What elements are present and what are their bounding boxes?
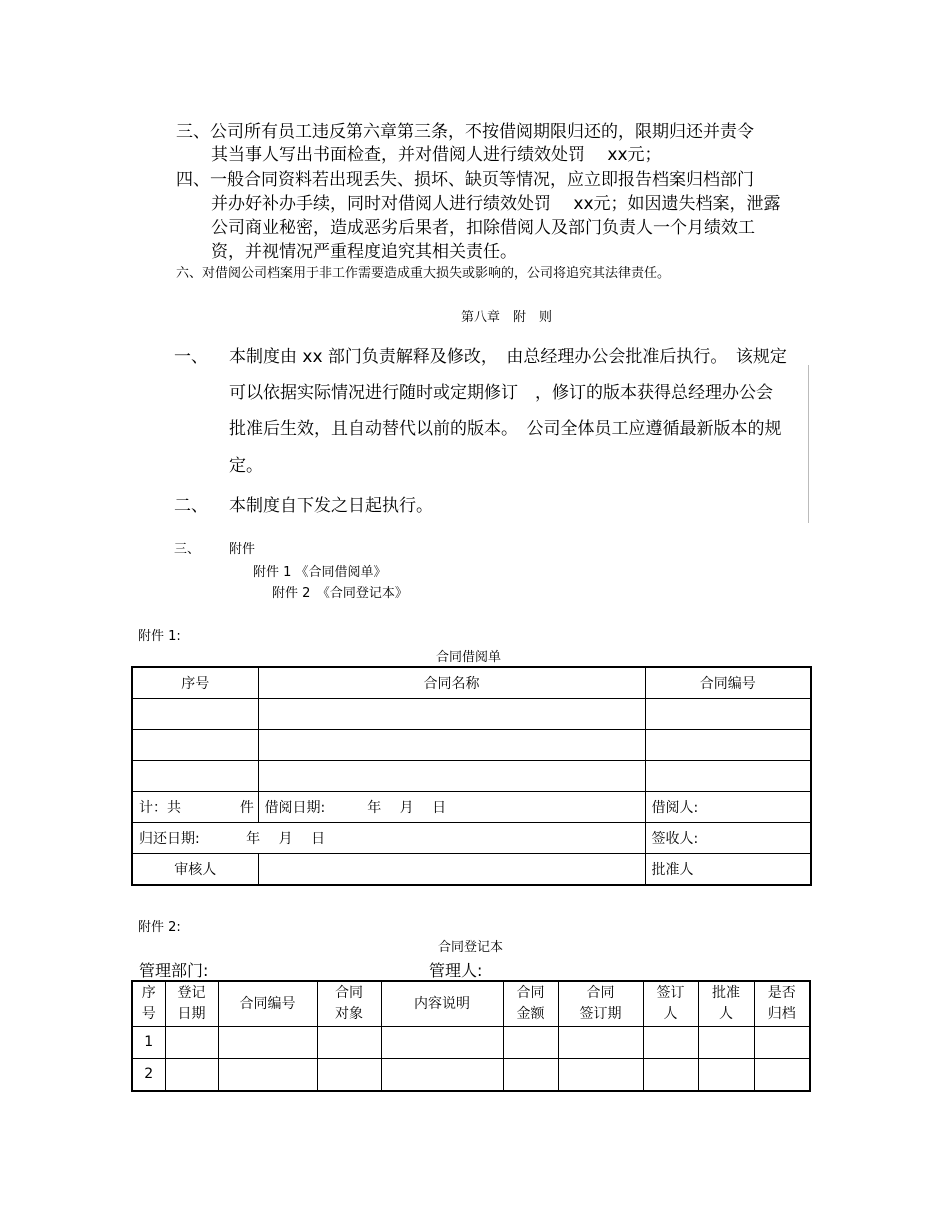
chapter8-item-2-text: 本制度自下发之日起执行。 [229,496,433,516]
attachment-1-ref: 附件 1 《合同借阅单》 [253,565,387,580]
chapter8-item-3-text: 附件 [229,542,256,557]
chapter8-item-1-line-2: 可以依据实际情况进行随时或定期修订 ，修订的版本获得总经理办公会 [229,383,773,403]
chapter8-item-1-line-1: 本制度由 xx 部门负责解释及修改， 由总经理办公会批准后执行。 该规定 [229,347,787,367]
header-contract-amount: 合同 金额 [503,981,558,1027]
table-row [132,761,811,792]
chapter-title: 第八章 附 则 [461,310,553,325]
row-number: 2 [132,1059,165,1092]
chapter8-item-3-number: 三、 [174,542,201,557]
contract-borrow-form [131,666,812,886]
manager-label: 管理人: [429,961,483,980]
return-date-cell: 归还日期: 年 月 日 [132,823,645,854]
chapter8-item-1-line-4: 定。 [229,456,263,476]
table-row [132,699,811,730]
header-contract-number: 合同编号 [645,667,811,699]
rule-item-4-line-1: 四、一般合同资料若出现丢失、损坏、缺页等情况，应立即报告档案归档部门 [176,170,754,190]
appendix-1-label: 附件 1: [138,629,181,644]
header-contract-party: 合同 对象 [317,981,381,1027]
appendix-2-label: 附件 2: [138,920,181,935]
chapter8-item-2-number: 二、 [174,496,208,516]
chapter8-item-1-number: 一、 [174,347,208,367]
borrow-date-cell: 借阅日期: 年 月 日 [258,792,645,823]
total-unit: 件 [239,800,254,816]
header-signing-period: 合同 签订期 [558,981,643,1027]
rule-item-3-line-2: 其当事人写出书面检查，并对借阅人进行绩效处罚 xx元； [211,145,662,165]
total-label: 计：共 [139,800,181,816]
appendix-1-title: 合同借阅单 [436,650,502,665]
table-row [132,730,811,761]
receiver-cell: 签收人: [645,823,811,854]
header-contract-name: 合同名称 [258,667,645,699]
margin-rule [808,365,809,523]
rule-item-6: 六、对借阅公司档案用于非工作需要造成重大损失或影响的，公司将追究其法律责任。 [176,266,671,281]
rule-item-4-line-2: 并办好补办手续，同时对借阅人进行绩效处罚 xx元；如因遗失档案，泄露 [211,194,781,214]
chapter8-item-1-line-3: 批准后生效，且自动替代以前的版本。 公司全体员工应遵循最新版本的规 [229,419,782,439]
header-content-description: 内容说明 [381,981,503,1027]
header-serial: 序号 [132,667,258,699]
header-contract-number: 合同编号 [218,981,317,1027]
rule-item-4-line-4: 资，并视情况严重程度追究其相关责任。 [211,242,517,262]
rule-item-3-line-1: 三、公司所有员工违反第六章第三条，不按借阅期限归还的，限期归还并责令 [176,122,754,142]
table-row [132,1027,810,1059]
rule-item-4-line-3: 公司商业秘密，造成恶劣后果者，扣除借阅人及部门负责人一个月绩效工 [211,218,755,238]
row-number: 1 [132,1027,165,1059]
header-serial: 序 号 [132,981,165,1027]
total-count-cell [132,792,258,823]
borrower-cell: 借阅人: [645,792,811,823]
header-register-date: 登记 日期 [165,981,218,1027]
table-row [132,1059,810,1092]
header-archived: 是否 归档 [754,981,810,1027]
header-signer: 签订 人 [643,981,698,1027]
management-department-label: 管理部门: [139,961,209,980]
appendix-2-title: 合同登记本 [438,940,504,955]
header-approver: 批准 人 [698,981,754,1027]
contract-register-book [131,980,811,1092]
approver-label: 批准人 [645,854,811,886]
reviewer-label: 审核人 [132,854,258,886]
attachment-2-ref: 附件 2 《合同登记本》 [272,586,408,601]
